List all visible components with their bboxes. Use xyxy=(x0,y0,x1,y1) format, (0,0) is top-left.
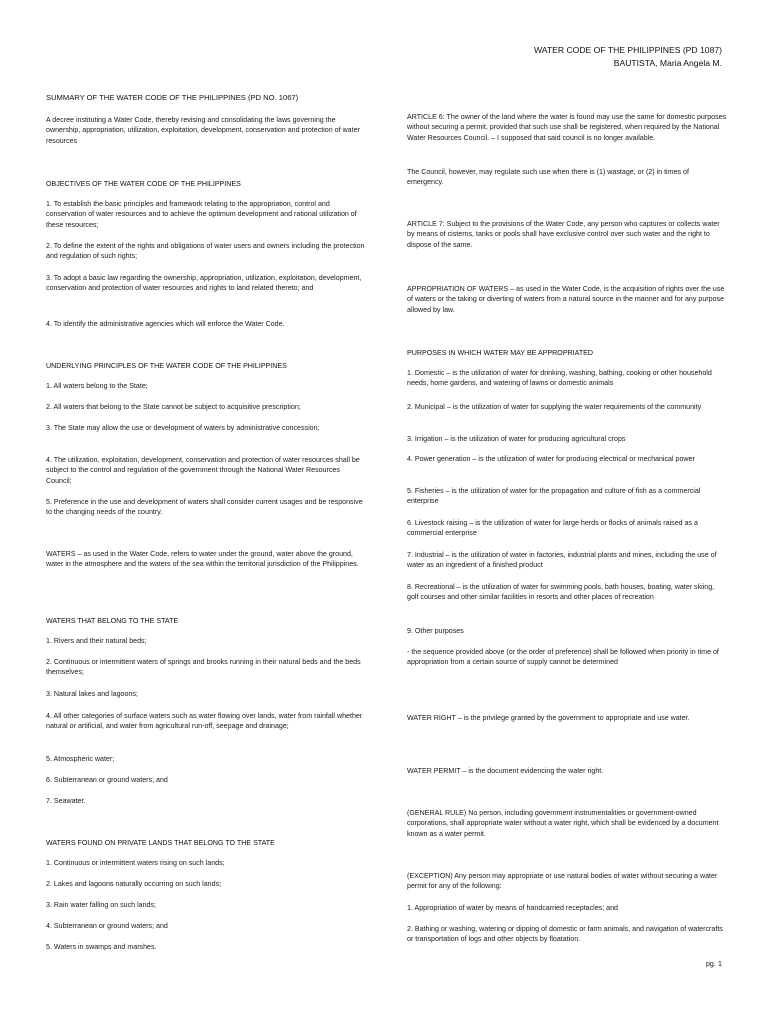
private-water-item: 2. Lakes and lagoons naturally occurring on such lands; xyxy=(46,880,222,888)
principle-item: 2. All waters that belong to the State cannot be subject to acquisitive prescription; xyxy=(46,403,301,411)
page-number xyxy=(706,959,722,968)
principle-item: 1. All waters belong to the State; xyxy=(46,382,148,390)
purpose-item: 9. Other purposes xyxy=(407,627,464,635)
article-7-paragraph: ARTICLE 7: Subject to the provisions of the Water Code, any person who captures or collects water by means of cisterns, tanks or pools shall have exclusive control over such water and the right to dispose of the same. xyxy=(407,220,720,249)
article-6-paragraph: ARTICLE 6: The owner of the land where the water is found may use the same for domestic purposes without securing a permit, provided that such use shall be registered, when required by the National Water Resources Council. – I supposed that said council is no longer available. xyxy=(407,113,727,142)
state-water-item: 7. Seawater. xyxy=(46,797,86,805)
purpose-item: 7. Industrial – is the utilization of water in factories, industrial plants and mines, including the use of water as an ingredient of a finished product xyxy=(407,551,717,570)
document-header-author: BAUTISTA, Maria Angela M. xyxy=(613,58,722,68)
private-water-item: 1. Continuous or intermittent waters rising on such lands; xyxy=(46,859,225,867)
council-paragraph: The Council, however, may regulate such use when there is (1) wastage, or (2) in times of emergency. xyxy=(407,168,689,187)
objective-item: 2. To define the extent of the rights and obligations of water users and owners including the protection and regulation of such rights; xyxy=(46,242,365,261)
private-lands-heading: WATERS FOUND ON PRIVATE LANDS THAT BELONG TO THE STATE xyxy=(46,839,275,847)
exception-item: 2. Bathing or washing, watering or dipping of domestic or farm animals, and navigation of watercrafts or transportation of logs and other objects by floatation. xyxy=(407,925,723,944)
page-label: pg. xyxy=(706,961,716,968)
private-water-item: 4. Subterranean or ground waters; and xyxy=(46,922,168,930)
purpose-item: 6. Livestock raising – is the utilization of water for large herds or flocks of animals raised as a commercial enterprise xyxy=(407,519,698,538)
purpose-item: 2. Municipal – is the utilization of water for supplying the water requirements of the community xyxy=(407,403,702,411)
document-header-title: WATER CODE OF THE PHILIPPINES (PD 1087) xyxy=(534,45,722,55)
purposes-heading: PURPOSES IN WHICH WATER MAY BE APPROPRIATED xyxy=(407,349,594,357)
objectives-heading: OBJECTIVES OF THE WATER CODE OF THE PHILIPPINES xyxy=(46,180,241,188)
objective-item: 4. To identify the administrative agencies which will enforce the Water Code. xyxy=(46,320,285,328)
waters-definition: WATERS – as used in the Water Code, refers to water under the ground, water above the ground, water in the atmosphere and the waters of the sea within the territorial jurisdiction of the Philippines. xyxy=(46,550,359,569)
purpose-item: 8. Recreational – is the utilization of water for swimming pools, bath houses, boating, water skiing, golf courses and other similar facilities in resorts and other places of recreation xyxy=(407,583,715,602)
water-right-definition: WATER RIGHT – is the privilege granted by the government to appropriate and use water. xyxy=(407,714,690,722)
private-water-item: 5. Waters in swamps and marshes. xyxy=(46,943,157,951)
state-water-item: 1. Rivers and their natural beds; xyxy=(46,637,147,645)
principles-heading: UNDERLYING PRINCIPLES OF THE WATER CODE OF THE PHILIPPINES xyxy=(46,362,287,370)
state-waters-heading: WATERS THAT BELONG TO THE STATE xyxy=(46,617,179,625)
purpose-item: 3. Irrigation – is the utilization of water for producing agricultural crops xyxy=(407,435,626,443)
objective-item: 1. To establish the basic principles and framework relating to the appropriation, control and conservation of water resources and to achieve the optimum development and rational utilization of these resources; xyxy=(46,200,357,229)
state-water-item: 3. Natural lakes and lagoons; xyxy=(46,690,138,698)
state-water-item: 4. All other categories of surface waters such as water flowing over lands, water from rainfall whether natural or artificial, and water from agricultural run-off, seepage and drainage; xyxy=(46,712,363,731)
intro-paragraph: A decree instituting a Water Code, thereby revising and consolidating the laws governing the ownership, appropriation, utilization, exploitation, development, conservation and protection of water resources xyxy=(46,116,360,145)
purpose-item: 5. Fisheries – is the utilization of water for the propagation and culture of fish as a commercial enterprise xyxy=(407,487,701,506)
state-water-item: 5. Atmospheric water; xyxy=(46,755,115,763)
principle-item: 5. Preference in the use and development of waters shall consider current usages and be responsive to the changing needs of the country. xyxy=(46,498,363,517)
general-rule-paragraph: (GENERAL RULE) No person, including government instrumentalities or government-owned corporations, shall appropriate water without a water right, which shall be evidenced by a document known as a water permit. xyxy=(407,809,719,838)
water-permit-definition: WATER PERMIT – is the document evidencing the water right. xyxy=(407,767,604,775)
principle-item: 3. The State may allow the use or development of waters by administrative concession; xyxy=(46,424,320,432)
purpose-item: 4. Power generation – is the utilization of water for producing electrical or mechanical power xyxy=(407,455,695,463)
page-number-value: 1 xyxy=(717,959,722,968)
principle-item: 4. The utilization, exploitation, development, conservation and protection of water resources shall be subject to the control and regulation of the government through the National Water Resources Council; xyxy=(46,456,360,485)
summary-title: SUMMARY OF THE WATER CODE OF THE PHILIPPINES (PD NO. 1067) xyxy=(46,93,299,102)
exception-paragraph: (EXCEPTION) Any person may appropriate or use natural bodies of water without securing a water permit for any of the following: xyxy=(407,872,718,891)
state-water-item: 2. Continuous or intermittent waters of springs and brooks running in their natural beds and the beds themselves; xyxy=(46,658,361,677)
private-water-item: 3. Rain water falling on such lands; xyxy=(46,901,157,909)
exception-item: 1. Appropriation of water by means of handcarried receptacles; and xyxy=(407,904,618,912)
sequence-note: - the sequence provided above (or the order of preference) shall be followed when priority in time of appropriation from a certain source of supply cannot be determined xyxy=(407,648,719,667)
purpose-item: 1. Domestic – is the utilization of water for drinking, washing, bathing, cooking or other household needs, home gardens, and watering of lawns or domestic animals xyxy=(407,369,712,388)
state-water-item: 6. Subterranean or ground waters; and xyxy=(46,776,168,784)
appropriation-definition: APPROPRIATION OF WATERS – as used in the Water Code, is the acquisition of rights over the use of waters or the taking or diverting of waters from a natural source in the manner and for any purpose allowed by law. xyxy=(407,285,725,314)
objective-item: 3. To adopt a basic law regarding the ownership, appropriation, utilization, exploitation, development, conservation and protection of water resources and rights to land related thereto; and xyxy=(46,274,362,293)
